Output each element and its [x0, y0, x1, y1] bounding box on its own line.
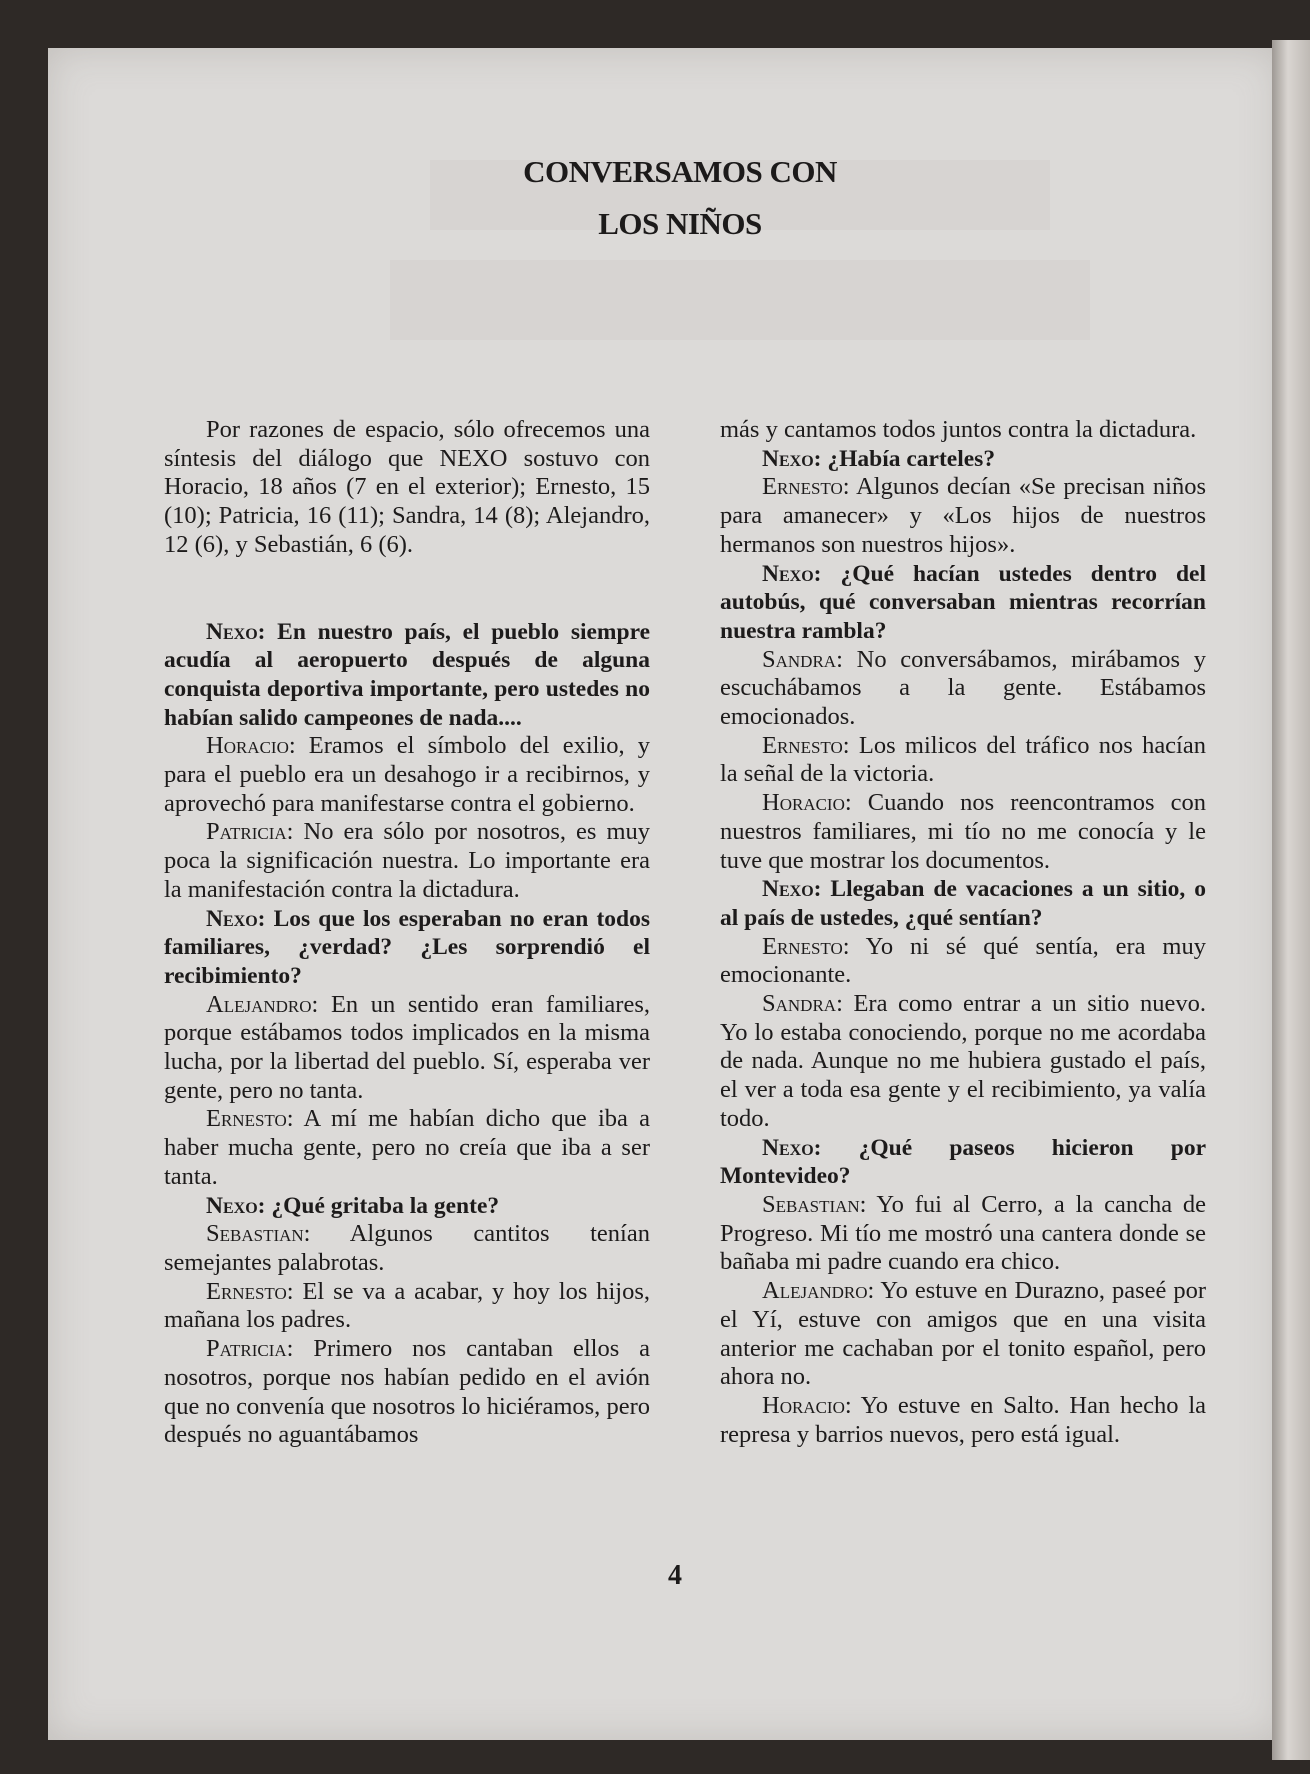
interview-answer	[720, 789, 1206, 875]
paragraph-text: Yo ni sé qué sentía, era muy emocionante.	[720, 932, 1206, 989]
paragraph-text: A mí me habían dicho que iba a haber mucha gente, pero no creía que iba a ser tanta.	[164, 1105, 650, 1190]
paragraph-text: ¿Qué gritaba la gente?	[271, 1192, 500, 1219]
interview-answer	[164, 991, 650, 1106]
interviewer-question	[720, 875, 1206, 932]
interviewer-question	[720, 1134, 1206, 1191]
speaker-name: Patricia:	[206, 818, 294, 846]
interviewer-question	[164, 905, 650, 991]
speaker-name: Ernesto:	[762, 731, 850, 759]
paragraph-text: ¿Había carteles?	[827, 445, 996, 472]
page-number: 4	[668, 1560, 682, 1591]
interview-answer	[164, 818, 650, 904]
speaker-name: Ernesto:	[206, 1105, 294, 1133]
intro-paragraph	[164, 416, 650, 560]
paragraph-text: Yo fui al Cerro, a la cancha de Progreso. Mi tío me mostró una cantera donde se bañaba mi padre cuando era chico.	[720, 1190, 1206, 1276]
interview-answer	[720, 933, 1206, 990]
speaker-name: Horacio:	[206, 732, 296, 760]
paragraph-text: En nuestro país, el pueblo siempre acudía al aeropuerto después de alguna conquista deportiva importante, pero ustedes no habían salido campeones de nada....	[164, 618, 651, 731]
interview-answer	[720, 473, 1206, 559]
interview-answer	[164, 732, 650, 818]
title-line-1: CONVERSAMOS CON	[523, 154, 837, 189]
paragraph-text: ¿Qué paseos hicieron por Montevideo?	[720, 1134, 1207, 1190]
interview-answer	[164, 1335, 650, 1450]
left-column	[164, 416, 650, 1450]
interview-answer	[164, 1220, 650, 1277]
speaker-name: Nexo:	[762, 876, 822, 903]
paragraph-text: Algunos decían «Se precisan niños para amanecer» y «Los hijos de nuestros hermanos son nuestros hijos».	[720, 473, 1206, 558]
speaker-name: Ernesto:	[206, 1277, 294, 1305]
speaker-name: Sebastian:	[762, 1190, 867, 1218]
interview-answer	[720, 990, 1206, 1134]
interview-answer	[720, 646, 1206, 732]
right-column	[720, 416, 1206, 1449]
speaker-name: Nexo:	[762, 445, 822, 472]
speaker-name: Nexo:	[206, 905, 266, 932]
paragraph-text: ¿Qué hacían ustedes dentro del autobús, qué conversaban mientras recorrían nuestra rambla?	[720, 560, 1206, 644]
interviewer-question	[720, 560, 1206, 646]
speaker-name: Sandra:	[762, 990, 843, 1018]
speaker-name: Ernesto:	[762, 932, 850, 960]
interview-answer	[720, 1191, 1206, 1277]
interview-answer	[720, 732, 1206, 789]
interview-answer	[720, 1392, 1206, 1449]
interview-answer	[164, 1105, 650, 1191]
speaker-name: Nexo:	[206, 618, 266, 645]
paragraph-text: Los milicos del tráfico nos hacían la señal de la victoria.	[720, 731, 1206, 788]
interviewer-question	[164, 1192, 650, 1221]
paragraph-text: Llegaban de vacaciones a un sitio, o al país de ustedes, ¿qué sentían?	[720, 876, 1206, 931]
speaker-name: Sebastian:	[206, 1220, 311, 1248]
paragraph-text: No era sólo por nosotros, es muy poca la significación nuestra. Lo importante era la manifestación contra la dictadura.	[164, 818, 651, 903]
continued-paragraph	[720, 416, 1206, 445]
interviewer-question	[164, 618, 650, 733]
speaker-name: Alejandro:	[762, 1277, 875, 1305]
interview-answer	[720, 1277, 1206, 1392]
paragraph-text: Cuando nos reencontramos con nuestros familiares, mi tío no me conocía y le tuve que mostrar los documentos.	[720, 789, 1206, 874]
paragraph-text: Los que los esperaban no eran todos familiares, ¿verdad? ¿Les sorprendió el recibimiento?	[164, 905, 651, 989]
paragraph-text: El se va a acabar, y hoy los hijos, mañana los padres.	[164, 1277, 650, 1334]
speaker-name: Nexo:	[206, 1192, 266, 1219]
paragraph-text: Era como entrar a un sitio nuevo. Yo lo estaba conociendo, porque no me acordaba de nada. Aunque no me hubiera gustado el país, el ver a toda esa gente y el recibimiento, ya valía todo.	[720, 990, 1207, 1132]
interviewer-question	[720, 445, 1206, 474]
paragraph-text: Yo estuve en Salto. Han hecho la represa y barrios nuevos, pero está igual.	[720, 1391, 1206, 1448]
speaker-name: Horacio:	[762, 1391, 852, 1419]
speaker-name: Nexo:	[762, 560, 822, 587]
speaker-name: Ernesto:	[762, 473, 850, 501]
speaker-name: Patricia:	[206, 1335, 294, 1363]
book-spine	[1272, 40, 1310, 1760]
speaker-name: Horacio:	[762, 789, 852, 817]
paragraph-text: más y cantamos todos juntos contra la dictadura.	[720, 416, 1197, 443]
paragraph-text: Primero nos cantaban ellos a nosotros, porque nos habían pedido en el avión que no convenía que nosotros lo hiciéramos, pero después no aguantábamos	[164, 1335, 651, 1449]
interview-answer	[164, 1278, 650, 1335]
article-title	[380, 146, 980, 250]
paragraph-text: Yo estuve en Durazno, paseé por el Yí, estuve con amigos que en una visita anterior me cachaban por el tonito español, pero ahora no.	[720, 1277, 1206, 1391]
speaker-name: Nexo:	[762, 1134, 822, 1161]
paragraph-text: Eramos el símbolo del exilio, y para el pueblo era un desahogo ir a recibirnos, y aprovechó para manifestarse contra el gobierno.	[164, 732, 650, 817]
speaker-name: Sandra:	[762, 645, 843, 673]
paragraph-text: En un sentido eran familiares, porque estábamos todos implicados en la misma lucha, por la libertad del pueblo. Sí, esperaba ver gente, pero no tanta.	[164, 990, 650, 1104]
paragraph-text: No conversábamos, mirábamos y escuchábamos a la gente. Estábamos emocionados.	[720, 645, 1207, 731]
speaker-name: Alejandro:	[206, 990, 319, 1018]
paragraph-text: Algunos cantitos tenían semejantes palabrotas.	[164, 1220, 650, 1276]
paragraph-text: Por razones de espacio, sólo ofrecemos una síntesis del diálogo que NEXO sostuvo con Horacio, 18 años (7 en el exterior); Ernesto, 15 (10); Patricia, 16 (11); Sandra, 14 (8); Alejandro, 12 (6), y Sebastián, 6 (6).	[164, 416, 650, 558]
title-line-2: LOS NIÑOS	[598, 206, 762, 241]
